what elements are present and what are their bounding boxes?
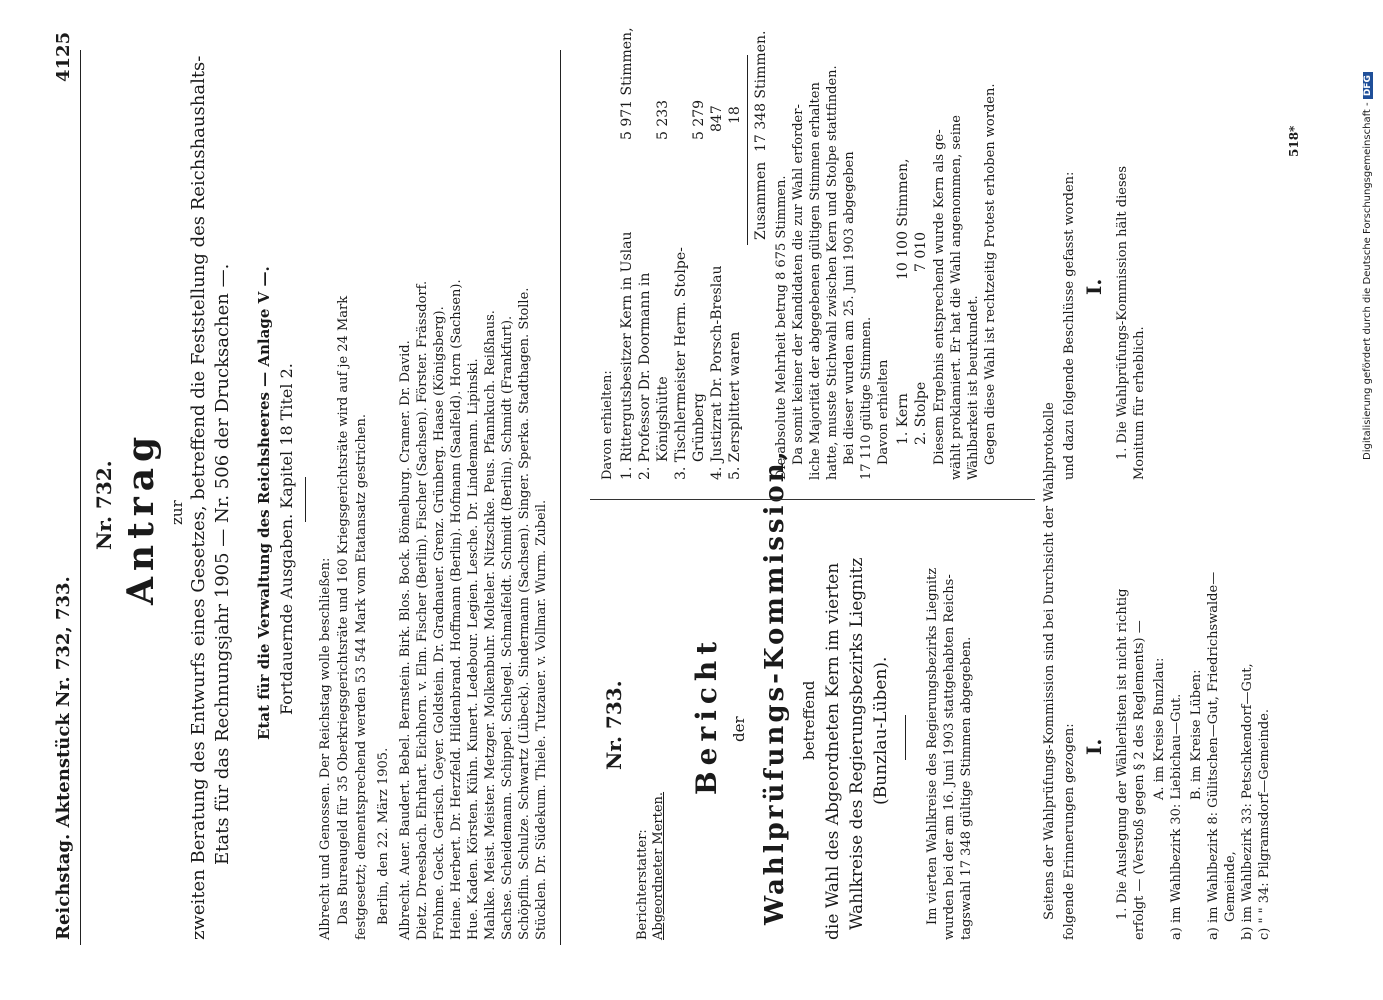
doc732-zur: zur	[168, 500, 186, 525]
result-votes: 18	[727, 106, 743, 124]
result-name: Justizrat Dr. Porsch-Breslau	[709, 265, 725, 463]
doc732-title: Antrag	[120, 430, 162, 605]
doc732-ausgaben-line: Fortdauernde Ausgaben. Kapitel 18 Titel 2.	[277, 363, 296, 715]
section-I-left: I.	[1082, 738, 1106, 755]
right-item-1: 1. Die Wahlprüfungs-Kommission hält dieses	[1115, 166, 1130, 460]
result-num: 2.	[637, 466, 653, 480]
left-item-6: a) im Wahlbezirk 8: Gülitschen—Gut, Friedrichswalde—	[1206, 571, 1221, 940]
signature-line-1: Albrecht. Auer. Baudert. Bebel. Bernstein. Birk. Blos. Bock. Bömelburg. Cramer. Dr. David.	[398, 340, 413, 940]
subject-line-3: (Bunzlau-Lüben).	[871, 656, 891, 805]
doc732-body-line-2: Das Bureaugeld für 35 Oberkriegsgerichtsräte und 160 Kriegsgerichtsräte wird auf je 24 Mark	[336, 295, 351, 925]
left-item-4: a) im Wahlbezirk 30: Liebichau—Gut.	[1169, 693, 1184, 940]
doc732-intro-line-2: Etats für das Rechnungsjahr 1905 — Nr. 506 der Drucksachen —.	[212, 263, 233, 865]
doc733-intro-line-3: tagswahl 17 348 gültige Stimmen abgegeben.	[959, 636, 974, 940]
result-num: 1.	[619, 466, 635, 480]
result-votes: 847	[709, 105, 725, 132]
result-name: Zersplittert waren	[727, 331, 743, 463]
running-header-page-number: 4125	[53, 31, 74, 82]
after-runoff-line-2: wählt proklamiert. Er hat die Wahl angenommen, seine	[949, 115, 964, 480]
runoff-name: Stolpe	[913, 381, 929, 428]
left-item-5: B. im Kreise Lüben:	[1189, 669, 1204, 800]
signature-line-8: Schöpflin. Schulze. Schwartz (Lübeck). Sindermann (Sachsen). Singer. Sperka. Stadthagen. Stolle.	[517, 287, 532, 940]
middle-line-4: hatte, musste Stichwahl zwischen Kern und Stolpe stattfinden.	[825, 65, 840, 480]
doc733-der: der	[730, 716, 748, 742]
total-votes: 17 348 Stimmen.	[753, 30, 769, 152]
signature-line-4: Heine. Herbert. Dr. Herzfeld. Hildenbrand. Hoffmann (Berlin). Hofmann (Saalfeld). Horn (Sachsen).	[449, 279, 464, 940]
total-rule	[747, 55, 748, 245]
result-row-1	[618, 232, 636, 480]
doc733-short-rule	[905, 715, 906, 760]
column-divider	[590, 499, 1035, 500]
runoff-name: Kern	[895, 393, 911, 428]
doc733-intro-line-1: Im vierten Wahlkreise des Regierungsbezirks Liegnitz	[925, 567, 940, 925]
after-runoff-line-3: Wählbarkeit ist beurkundet.	[966, 295, 981, 480]
doc733-number: Nr. 733.	[602, 680, 626, 770]
middle-line-1: Die absolute Mehrheit betrug 8 675 Stimmen.	[774, 175, 789, 480]
result-num: 3.	[673, 466, 689, 480]
subject-line-2: Wahlkreise des Regierungsbezirks Liegnitz	[847, 557, 867, 930]
middle-line-6: 17 110 gültige Stimmen.	[859, 316, 874, 480]
erinnerungen-line: folgende Erinnerungen gezogen:	[1062, 723, 1077, 940]
after-runoff-line-4: Gegen diese Wahl ist rechtzeitig Protest erhoben worden.	[983, 83, 998, 465]
signature-line-5: Hue. Kaden. Körsten. Kühn. Kunert. Ledebour. Legien. Lesche. Dr. Lindemann. Lipinski.	[466, 358, 481, 940]
left-item-1: 1. Die Auslegung der Wählerlisten ist nicht richtig	[1115, 588, 1130, 920]
doc733-betreffend: betreffend	[800, 680, 818, 760]
result-num: 4.	[709, 466, 725, 480]
result-votes: 5 279	[691, 99, 707, 140]
running-header-left: Reichstag. Aktenstück Nr. 732, 733.	[53, 576, 74, 940]
results-header: Davon erhielten:	[600, 370, 615, 480]
doc732-etat-line: Etat für die Verwaltung des Reichsheeres — Anlage V —.	[255, 266, 273, 740]
runoff-num: 1.	[895, 431, 911, 445]
runoff-row-1	[894, 393, 912, 445]
runoff-votes: 10 100 Stimmen,	[895, 158, 911, 280]
after-runoff-line-1: Diesem Ergebnis entsprechend wurde Kern als ge-	[932, 129, 947, 465]
doc732-body-line-1: Albrecht und Genossen. Der Reichstag wolle beschließen:	[318, 557, 333, 940]
signature-line-7: Sachse. Scheidemann. Schippel. Schlegel. Schmalfeldt. Schmidt (Berlin). Schmidt (Frankfurt).	[500, 315, 515, 940]
doc732-number: Nr. 732.	[92, 460, 116, 550]
runoff-votes: 7 010	[913, 231, 929, 272]
doc732-intro-line-1: zweiten Beratung des Entwurfs eines Gesetzes, betreffend die Feststellung des Reichshaushalts-	[188, 55, 209, 940]
result-name: Professor Dr. Doormann in	[637, 272, 653, 463]
dfg-logo-icon: DFG	[1363, 72, 1373, 99]
middle-line-2: Da somit keiner der Kandidaten die zur Wahl erforder-	[791, 104, 806, 465]
left-item-3: A. im Kreise Bunzlau:	[1152, 657, 1167, 800]
left-item-8: b) im Wahlbezirk 33: Petschkendorf—Gut,	[1240, 663, 1255, 940]
digitization-credit	[1362, 72, 1373, 460]
result-row-5	[726, 332, 744, 480]
result-votes: 5 233	[655, 99, 671, 140]
digitization-text: Digitalisierung gefördert durch die Deutsche Forschungsgemeinschaft -	[1362, 102, 1373, 460]
section-separator	[560, 50, 561, 945]
berichterstatter-label: Berichterstatter:	[635, 829, 650, 940]
result-name: Rittergutsbesitzer Kern in Uslau	[619, 231, 635, 463]
middle-line-7: Davon erhielten	[876, 359, 891, 465]
subject-line-1: die Wahl des Abgeordneten Kern im vierten	[823, 562, 843, 940]
middle-line-3: liche Majorität der abgegebenen gültigen Stimmen erhalten	[808, 82, 823, 480]
runoff-row-2	[912, 382, 930, 445]
runoff-num: 2.	[913, 431, 929, 445]
result-name-cont: Grünberg	[691, 393, 707, 462]
left-item-9: c) " " 34: Pilgramsdorf—Gemeinde.	[1257, 708, 1272, 940]
signature-line-9: Stücklen. Dr. Südekum. Thiele. Tutzauer. v. Vollmar. Wurm. Zubeil.	[534, 499, 549, 940]
left-item-7: Gemeinde,	[1223, 851, 1238, 922]
header-rule	[80, 50, 81, 945]
result-row-4	[708, 265, 726, 480]
result-row-2	[636, 273, 654, 480]
right-item-2: Monitum für erheblich.	[1132, 326, 1147, 480]
doc732-short-rule	[305, 477, 306, 522]
doc732-body-line-4: Berlin, den 22. März 1905.	[376, 747, 391, 925]
result-name-cont: Königshütte	[655, 376, 671, 462]
middle-line-5: Bei dieser wurden am 25. Juni 1903 abgegeben	[842, 151, 857, 465]
result-num: 5.	[727, 466, 743, 480]
doc733-intro-line-2: wurden bei der am 16. Juni 1903 stattgehabten Reichs-	[942, 574, 957, 940]
beschluesse-line: und dazu folgende Beschlüsse gefasst worden:	[1062, 171, 1077, 480]
protocol-line: Seitens der Wahlprüfungs-Kommission sind bei Durchsicht der Wahlprotokolle	[1042, 402, 1057, 920]
signature-line-6: Mahlke. Meist. Meister. Metzger. Molkenbuhr. Molteler. Nitzschke. Peus. Pfannkuch. Reißhaus.	[483, 310, 498, 940]
doc732-body-line-3: festgesetzt; dementsprechend werden 53 544 Mark vom Etatansatz gestrichen.	[354, 414, 369, 940]
result-row-3	[672, 247, 690, 480]
commission-title: Wahlprüfungs-Kommission,	[760, 448, 790, 925]
page-mark: 518*	[1287, 125, 1301, 157]
result-name: Tischlermeister Herm. Stolpe-	[673, 247, 689, 463]
result-votes: 5 971 Stimmen,	[619, 27, 635, 140]
berichterstatter-name: Abgeordneter Merten.	[651, 791, 666, 940]
signature-line-3: Frohme. Geck. Gerisch. Geyer. Goldstein. Dr. Gradnauer. Grenz. Grünberg. Haase (Königsberg).	[432, 306, 447, 940]
left-item-2: erfolgt — (Verstoß gegen § 2 des Reglements) —	[1132, 620, 1147, 940]
doc733-title: Bericht	[690, 635, 723, 795]
total-label: Zusammen	[753, 161, 769, 240]
section-I-right: I.	[1082, 278, 1106, 295]
signature-line-2: Dietz. Dreesbach. Ehrhart. Eichhorn. v. Elm. Fischer (Berlin). Fischer (Sachsen). Förster. Frässdorf.	[415, 280, 430, 940]
